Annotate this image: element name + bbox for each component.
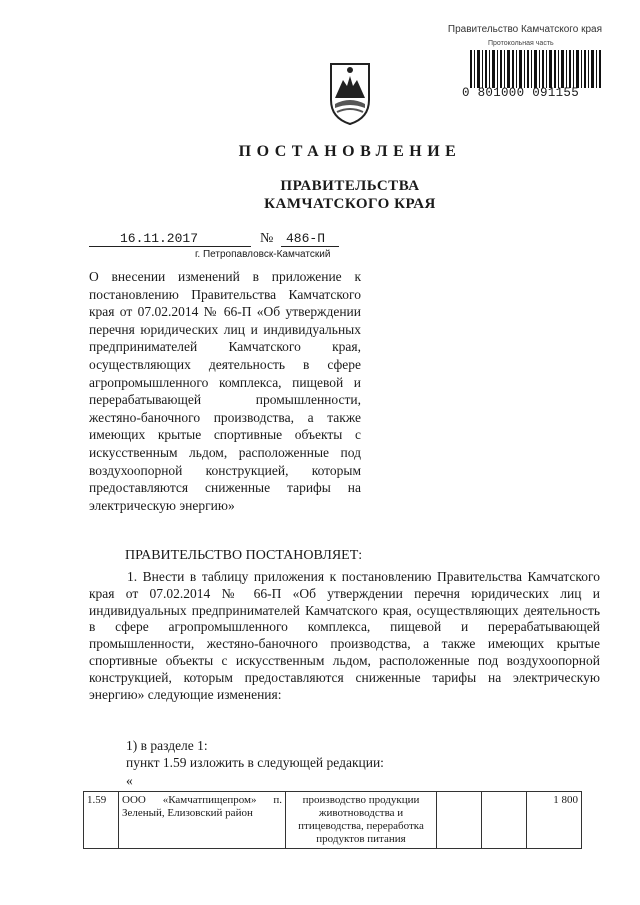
barcode-label: Протокольная часть <box>488 40 554 47</box>
decree-heading: ПРАВИТЕЛЬСТВО ПОСТАНОВЛЯЕТ: <box>125 548 363 563</box>
row-value: 1 800 <box>527 792 582 849</box>
paragraph-1: 1. Внести в таблицу приложения к постановлению Правительства Камчатского края от 07.02.2014 № 66-П «Об утверждении перечня юридических лиц и индивидуальных предпринимателей Камчатского края, осуществляющих деятельность в сфере агропромышленного комплекса, пищевой и перерабатывающей промышленности, жестяно-баночного производства, а также имеющих крытые спортивные объекты с искусственным льдом, расположенные под воздухоопорной конструкцией, которым предоставляются сниженные тарифы на электрическую энергию» следующие изменения: <box>89 569 600 702</box>
row-col4 <box>437 792 482 849</box>
date-underline <box>89 246 251 247</box>
barcode-icon <box>470 50 602 88</box>
amendment-table <box>83 791 582 849</box>
item-1: 1) в разделе 1: <box>126 738 208 753</box>
row-number: 1.59 <box>84 792 119 849</box>
quote-open: « <box>126 773 133 788</box>
table-row <box>84 792 582 849</box>
document-date: 16.11.2017 <box>120 231 199 246</box>
row-activity: производство продукции животноводства и птицеводства, переработка продуктов питания <box>286 792 437 849</box>
item-2: пункт 1.59 изложить в следующей редакции: <box>126 755 384 770</box>
number-sign: № <box>260 231 274 246</box>
row-col5 <box>482 792 527 849</box>
row-organization: ООО «Камчатпищепром» п. Зеленый, Елизовский район <box>119 792 286 849</box>
organization-label: Правительство Камчатского края <box>447 24 602 35</box>
document-subject: О внесении изменений в приложение к постановлению Правительства Камчатского края от 07.02.2014 № 66-П «Об утверждении перечня юридических лиц и индивидуальных предпринимателей Камчатского края, осуществляющих деятельность в сфере агропромышленного комплекса, пищевой и перерабатывающей промышленности, жестяно-баночного производства, а также имеющих крытые спортивные объекты с искусственным льдом, расположенные под воздухоопорной конструкцией, которым предоставляются сниженные тарифы на электрическую энергию» <box>89 269 361 513</box>
city-label: г. Петропавловск-Камчатский <box>195 249 331 260</box>
coat-of-arms-icon <box>325 58 375 128</box>
issuer-line-2: КАМЧАТСКОГО КРАЯ <box>264 196 436 212</box>
document-title: ПОСТАНОВЛЕНИЕ <box>238 143 462 160</box>
barcode-number: 0 801000 091155 <box>462 86 580 100</box>
issuer-line-1: ПРАВИТЕЛЬСТВА <box>280 178 420 194</box>
document-number: 486-П <box>286 231 326 246</box>
number-underline <box>281 246 339 247</box>
